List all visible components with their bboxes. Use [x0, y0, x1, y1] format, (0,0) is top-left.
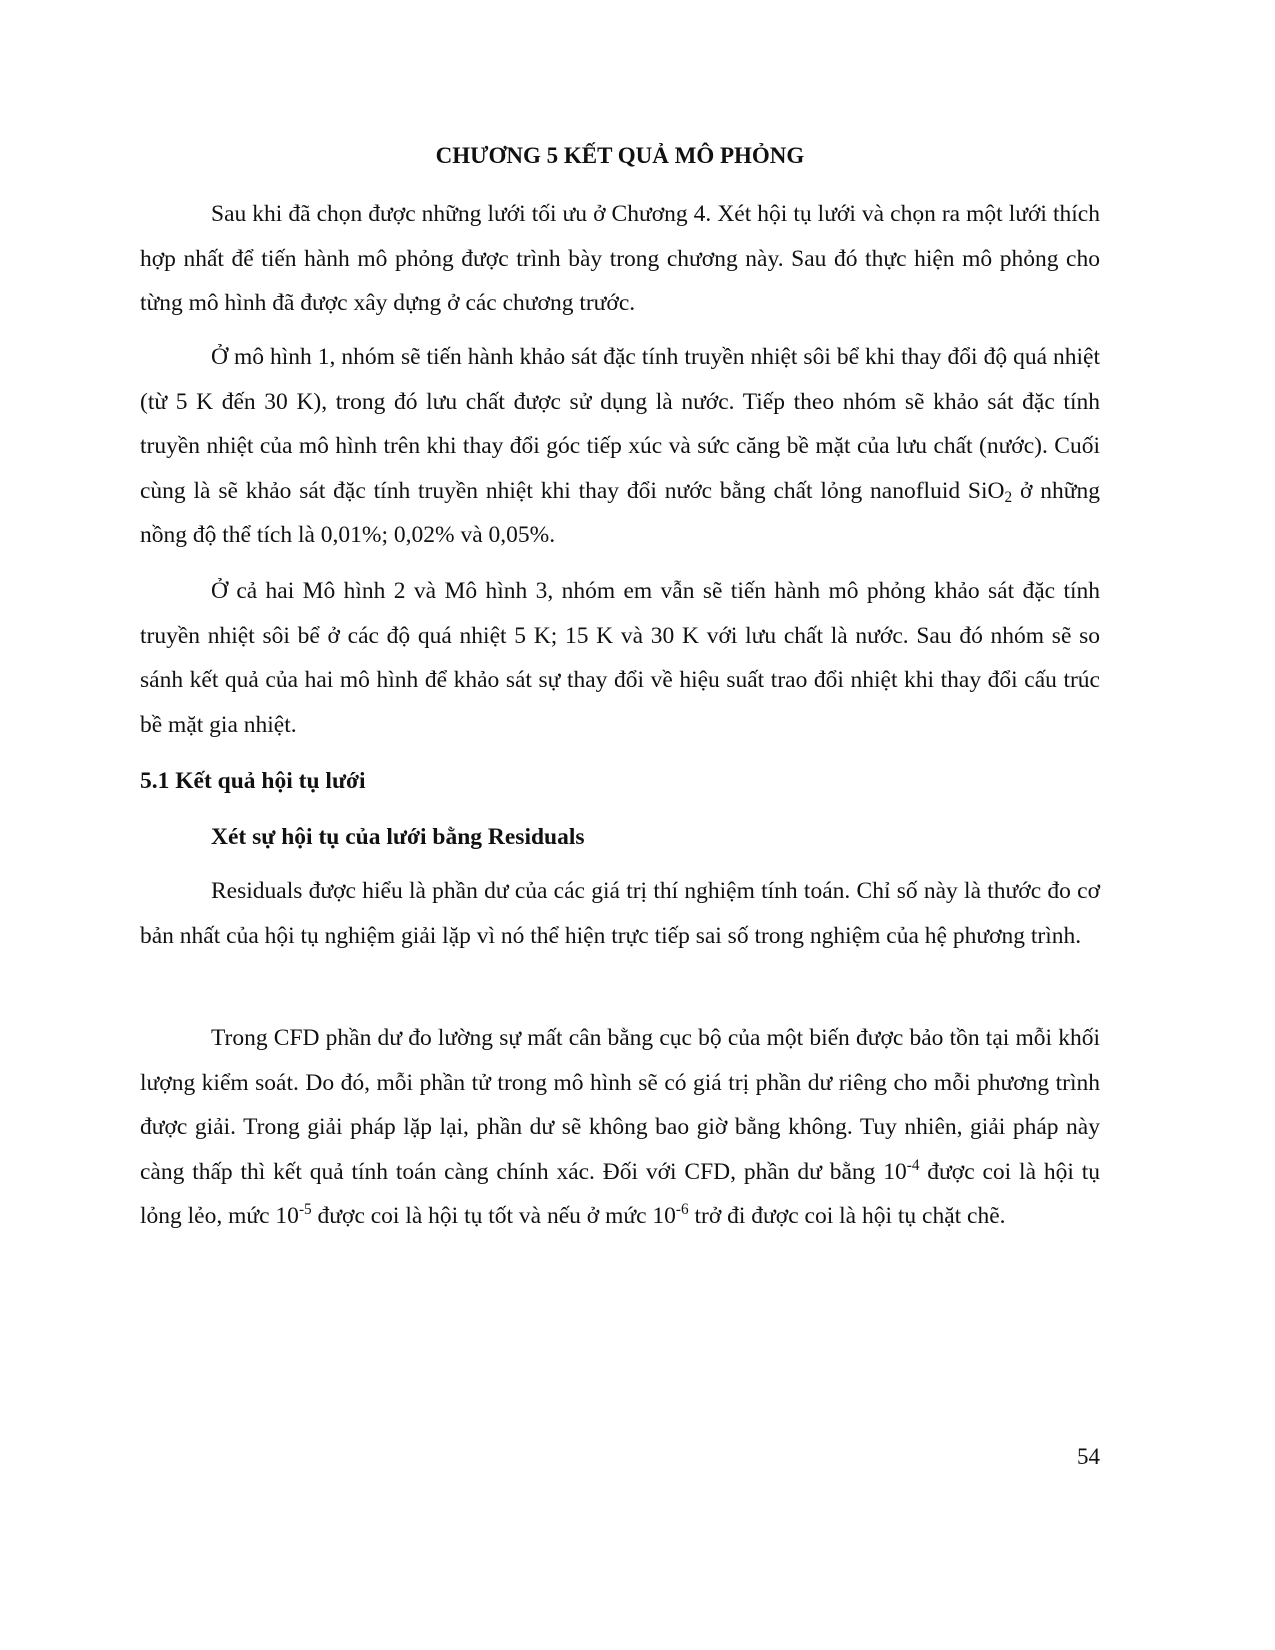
exponent-minus-6: -6 [675, 1201, 689, 1219]
chapter-title: CHƯƠNG 5 KẾT QUẢ MÔ PHỎNG [435, 143, 805, 168]
residuals-paragraph-2 [140, 1016, 1100, 1239]
residuals-paragraph-2-text-c: được coi là hội tụ tốt và nếu ở mức 10 [311, 1203, 676, 1230]
section-heading: 5.1 Kết quả hội tụ lưới [140, 768, 366, 794]
intro-paragraph-2 [140, 335, 1100, 558]
sub-heading: Xét sự hội tụ của lưới bằng Residuals [211, 824, 585, 850]
exponent-minus-5: -5 [298, 1201, 312, 1219]
residuals-paragraph-2-text-b: được coi là hội tụ lỏng lẻo, mức 10 [140, 1158, 1100, 1230]
page-number: 54 [1077, 1444, 1100, 1469]
sio2-subscript: 2 [1004, 488, 1013, 506]
intro-paragraph-1: Sau khi đã chọn được những lưới tối ưu ở Chương 4. Xét hội tụ lưới và chọn ra một lưới thích hợp nhất để tiến hành mô phỏng được trình bày trong chương này. Sau đó thực hiện mô phỏng cho từng mô hình đã được xây dựng ở các chương trước. [140, 201, 1100, 317]
residuals-paragraph-2-text-a: Trong CFD phần dư đo lường sự mất cân bằng cục bộ của một biến được bảo tồn tại mỗi khối lượng kiểm soát. Do đó, mỗi phần tử trong mô hình sẽ có giá trị phần dư riêng cho mỗi phương trình được giải. Trong giải pháp lặp lại, phần dư sẽ không bao giờ bằng không. Tuy nhiên, giải pháp này càng thấp thì kết quả tính toán càng chính xác. Đối với CFD, phần dư bằng 10 [140, 1025, 1100, 1185]
residuals-paragraph-2-text-d: trở đi được coi là hội tụ chặt chẽ. [688, 1203, 1006, 1230]
intro-paragraph-2-text-a: Ở mô hình 1, nhóm sẽ tiến hành khảo sát đặc tính truyền nhiệt sôi bể khi thay đổi độ quá nhiệt (từ 5 K đến 30 K), trong đó lưu chất được sử dụng là nước. Tiếp theo nhóm sẽ khảo sát đặc tính truyền nhiệt của mô hình trên khi thay đổi góc tiếp xúc và sức căng bề mặt của lưu chất (nước). Cuối cùng là sẽ khảo sát đặc tính truyền nhiệt khi thay đổi nước bằng chất lỏng nanofluid SiO [140, 344, 1100, 504]
residuals-paragraph-1: Residuals được hiểu là phần dư của các giá trị thí nghiệm tính toán. Chỉ số này là thước đo cơ bản nhất của hội tụ nghiệm giải lặp vì nó thể hiện trực tiếp sai số trong nghiệm của hệ phương trình. [140, 878, 1100, 949]
intro-paragraph-3: Ở cả hai Mô hình 2 và Mô hình 3, nhóm em vẫn sẽ tiến hành mô phỏng khảo sát đặc tính truyền nhiệt sôi bể ở các độ quá nhiệt 5 K; 15 K và 30 K với lưu chất là nước. Sau đó nhóm sẽ so sánh kết quả của hai mô hình để khảo sát sự thay đổi về hiệu suất trao đổi nhiệt khi thay đổi cấu trúc bề mặt gia nhiệt. [140, 578, 1100, 738]
exponent-minus-4: -4 [906, 1156, 920, 1174]
intro-paragraph-2-text-b: ở những nồng độ thể tích là 0,01%; 0,02% và 0,05%. [140, 477, 1100, 549]
